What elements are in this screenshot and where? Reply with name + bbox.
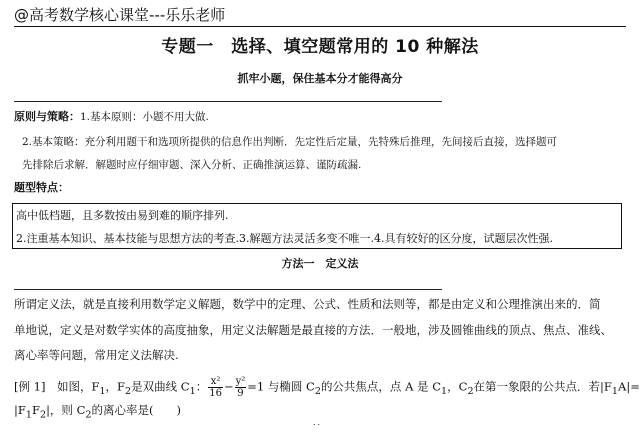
subscript: 1	[99, 385, 106, 397]
fraction-numerator: y²	[235, 376, 246, 387]
method-title: 方法一 定义法	[281, 257, 359, 270]
subscript: 2	[467, 385, 474, 397]
features-heading: 题型特点：	[14, 181, 69, 194]
subscript: 1	[611, 385, 619, 397]
subscript: 2	[314, 385, 321, 397]
features-box-line-1: 高中低档题，且多数按由易到难的顺序排列.	[16, 209, 229, 222]
subscript: 1	[189, 385, 196, 397]
example-text: F	[31, 403, 40, 417]
example-line-2	[14, 402, 181, 420]
features-box	[12, 203, 622, 249]
subscript: 2	[125, 385, 132, 397]
method-para-1: 所谓定义法，就是直接利用数学定义解题，数学中的定理、公式、性质和法则等，都是由定义和公理推演出来的．简	[14, 297, 601, 311]
fraction-numerator: x²	[208, 376, 223, 388]
principles-text-1: 1.基本原则：小题不用大做.	[80, 111, 209, 123]
example-text: ，F	[105, 379, 126, 394]
principles-heading: 原则与策略：	[14, 110, 80, 123]
example-text: 如图，F	[56, 379, 100, 394]
subscript: 2	[39, 409, 47, 421]
example-text: A|=	[618, 379, 640, 394]
fraction-denominator: 9	[237, 388, 244, 399]
method-rule	[14, 289, 442, 290]
page-title: 专题一 选择、填空题常用的 10 种解法	[161, 37, 479, 57]
scan-mark: ˙˙	[312, 424, 321, 434]
subscript: 2	[85, 409, 92, 421]
method-para-2: 单地说，定义是对数学实体的高度抽象，用定义法解题是最直接的方法．一般地，涉及圆锥曲线的顶点、焦点、准线、	[14, 323, 612, 337]
header-rule	[14, 26, 626, 27]
subscript: 1	[25, 409, 32, 421]
subscript: 1	[441, 385, 448, 397]
example-text: =1 与椭圆 C	[247, 379, 315, 394]
fraction-denominator: 16	[209, 388, 222, 399]
method-para-3: 离心率等问题，常用定义法解决.	[14, 348, 179, 362]
header-source: @高考数学核心课堂---乐乐老师	[14, 6, 226, 24]
example-text: ，C	[447, 379, 468, 394]
example-text: 是双曲线 C	[131, 379, 190, 394]
principles-text-2: 2.基本策略：充分利用题干和选项所提供的信息作出判断．先定性后定量，先特殊后推理，先间接后直接，选择题可	[22, 136, 558, 148]
example-label: [例 1]	[14, 379, 46, 394]
fraction-x	[208, 376, 223, 399]
minus-sign: −	[223, 379, 234, 394]
example-text: |，则 C	[46, 403, 86, 417]
features-box-line-2: 2.注重基本知识、基本技能与思想方法的考查.3.解题方法灵活多变不唯一.4.具有较好的区分度，试题层次性强.	[16, 232, 553, 245]
example-text: ：	[195, 379, 208, 394]
example-text: 在第一象限的公共点．若|F	[473, 379, 612, 394]
example-text: 的离心率是( )	[91, 403, 181, 417]
example-line-1	[14, 376, 640, 399]
page-subtitle: 抓牢小题，保住基本分才能得高分	[237, 72, 403, 85]
principles-text-3: 先排除后求解．解题时应仔细审题、深入分析、正确推演运算、谨防疏漏.	[22, 159, 362, 171]
section-rule	[14, 101, 442, 102]
principles-line-1	[14, 110, 209, 124]
example-text: |F	[14, 403, 26, 417]
fraction-y	[235, 376, 247, 399]
example-text: 的公共焦点，点 A 是 C	[320, 379, 442, 394]
